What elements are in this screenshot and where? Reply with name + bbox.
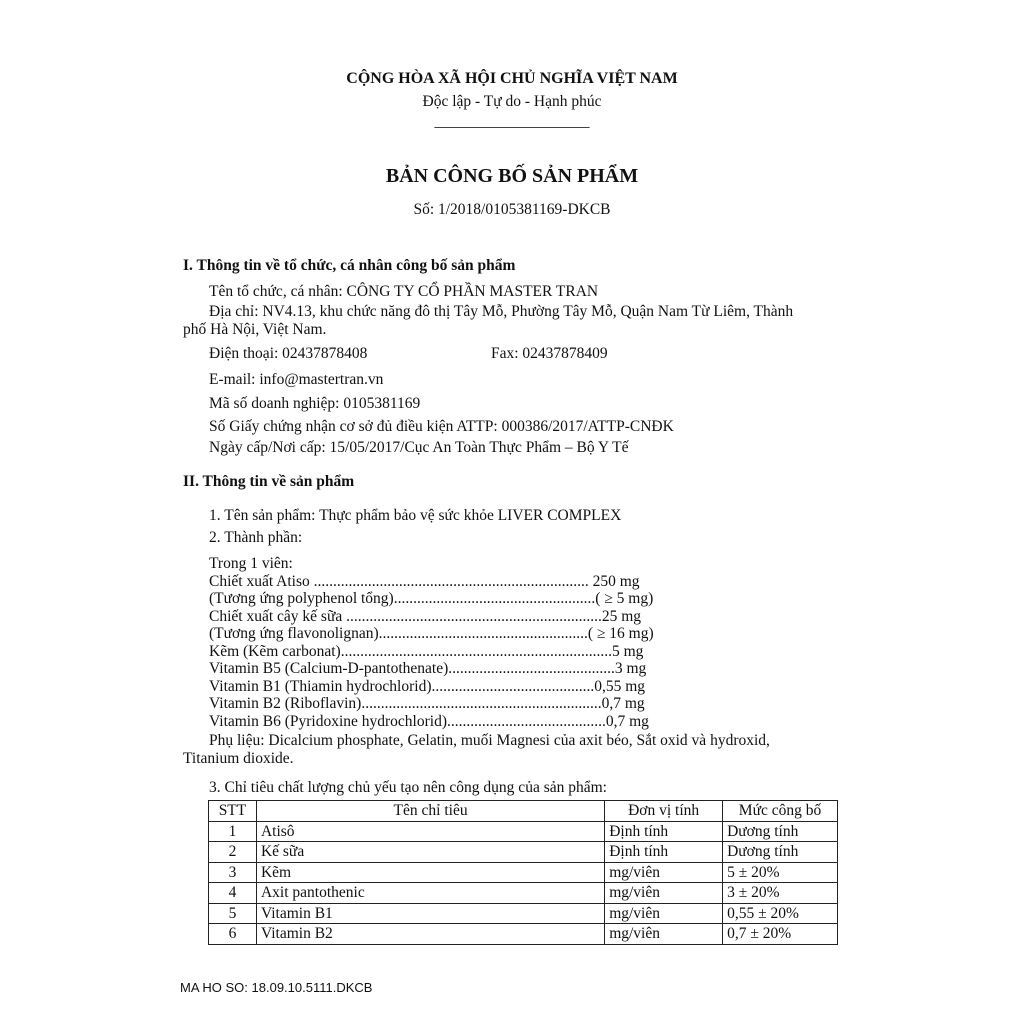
ingredient-line: Kẽm (Kẽm carbonat)......................................................................5 mg — [209, 642, 644, 660]
cell-unit: Định tính — [605, 821, 723, 842]
business-code: Mã số doanh nghiệp: 0105381169 — [209, 395, 421, 412]
cell-unit: mg/viên — [605, 903, 723, 924]
cell-indicator: Axit pantothenic — [256, 883, 604, 904]
ingredient-line: Vitamin B6 (Pyridoxine hydrochlorid).........................................0,7 mg — [209, 712, 649, 730]
table-row — [209, 842, 838, 863]
header-unit: Đơn vị tính — [605, 801, 723, 822]
ingredient-line: Vitamin B2 (Riboflavin)..............................................................0,7 mg — [209, 695, 645, 712]
cell-indicator: Vitamin B2 — [256, 924, 604, 945]
fax: Fax: 02437878409 — [491, 345, 608, 362]
email: E-mail: info@mastertran.vn — [209, 371, 384, 388]
table-row — [209, 924, 838, 945]
motto: Độc lập - Tự do - Hạnh phúc — [422, 93, 602, 110]
table-row — [209, 821, 838, 842]
section-1-heading: I. Thông tin về tổ chức, cá nhân công bố sản phẩm — [183, 257, 516, 274]
quality-indicators-label: 3. Chỉ tiêu chất lượng chủ yếu tạo nên công dụng của sản phẩm: — [209, 779, 607, 796]
address-line-1: Địa chỉ: NV4.13, khu chức năng đô thị Tây Mỗ, Phường Tây Mỗ, Quận Nam Từ Liêm, Thành — [209, 303, 794, 320]
cell-level: 5 ± 20% — [723, 862, 838, 883]
header-declared-level: Mức công bố — [723, 801, 838, 822]
cell-unit: Định tính — [605, 842, 723, 863]
ingredient-line: (Tương ứng polyphenol tổng)....................................................( ≥ 5 mg) — [209, 590, 654, 607]
phone: Điện thoại: 02437878408 — [209, 345, 368, 362]
record-code: MA HO SO: 18.09.10.5111.DKCB — [180, 980, 373, 995]
cell-level: Dương tính — [723, 842, 838, 863]
document-title: BẢN CÔNG BỐ SẢN PHẨM — [385, 165, 639, 187]
cell-level: 3 ± 20% — [723, 883, 838, 904]
cell-stt: 2 — [209, 842, 257, 863]
ingredient-line: Chiết xuất Atiso ....................................................................... 250 mg — [209, 572, 640, 590]
ingredients-label: 2. Thành phần: — [209, 529, 303, 546]
cell-unit: mg/viên — [605, 924, 723, 945]
cell-stt: 3 — [209, 862, 257, 883]
cell-indicator: Kẽm — [256, 862, 604, 883]
table-row — [209, 883, 838, 904]
table-header-row — [209, 801, 838, 822]
cell-stt: 5 — [209, 903, 257, 924]
header-separator: ____________________ — [434, 113, 590, 130]
cell-indicator: Atisô — [256, 821, 604, 842]
cell-level: 0,55 ± 20% — [723, 903, 838, 924]
org-name: Tên tổ chức, cá nhân: CÔNG TY CỔ PHẦN MASTER TRAN — [209, 283, 599, 300]
ingredient-line: Chiết xuất cây kế sữa ..................................................................25 mg — [209, 607, 642, 625]
table-row — [209, 862, 838, 883]
certificate-issue-info: Ngày cấp/Nơi cấp: 15/05/2017/Cục An Toàn Thực Phẩm – Bộ Y Tế — [209, 439, 629, 456]
ingredient-line: Vitamin B5 (Calcium-D-pantothenate)...........................................3 mg — [209, 660, 647, 677]
cell-level: Dương tính — [723, 821, 838, 842]
ingredient-line: (Tương ứng flavonolignan)......................................................( ≥ 16 mg) — [209, 625, 654, 642]
cell-indicator: Kế sữa — [256, 842, 604, 863]
table-row — [209, 903, 838, 924]
cell-level: 0,7 ± 20% — [723, 924, 838, 945]
quality-indicators-table — [208, 800, 838, 945]
cell-stt: 6 — [209, 924, 257, 945]
product-name: 1. Tên sản phẩm: Thực phẩm bảo vệ sức khỏe LIVER COMPLEX — [209, 507, 622, 524]
address-line-2: phố Hà Nội, Việt Nam. — [183, 321, 327, 338]
food-safety-certificate: Số Giấy chứng nhận cơ sở đủ điều kiện ATTP: 000386/2017/ATTP-CNĐK — [209, 418, 674, 435]
cell-stt: 1 — [209, 821, 257, 842]
header-indicator-name: Tên chỉ tiêu — [256, 801, 604, 822]
document-number: Số: 1/2018/0105381169-DKCB — [413, 201, 611, 218]
cell-indicator: Vitamin B1 — [256, 903, 604, 924]
excipients-line-1: Phụ liệu: Dicalcium phosphate, Gelatin, muối Magnesi của axit béo, Sắt oxid và hydroxid, — [209, 732, 770, 749]
excipients-line-2: Titanium dioxide. — [183, 750, 294, 767]
cell-stt: 4 — [209, 883, 257, 904]
ingredient-line: Vitamin B1 (Thiamin hydrochlorid)..........................................0,55 mg — [209, 677, 646, 695]
ingredient-line: Trong 1 viên: — [209, 555, 293, 572]
cell-unit: mg/viên — [605, 862, 723, 883]
section-2-heading: II. Thông tin về sản phẩm — [183, 473, 355, 490]
header-stt: STT — [209, 801, 257, 822]
cell-unit: mg/viên — [605, 883, 723, 904]
country-heading: CỘNG HÒA XÃ HỘI CHỦ NGHĨA VIỆT NAM — [346, 70, 678, 87]
